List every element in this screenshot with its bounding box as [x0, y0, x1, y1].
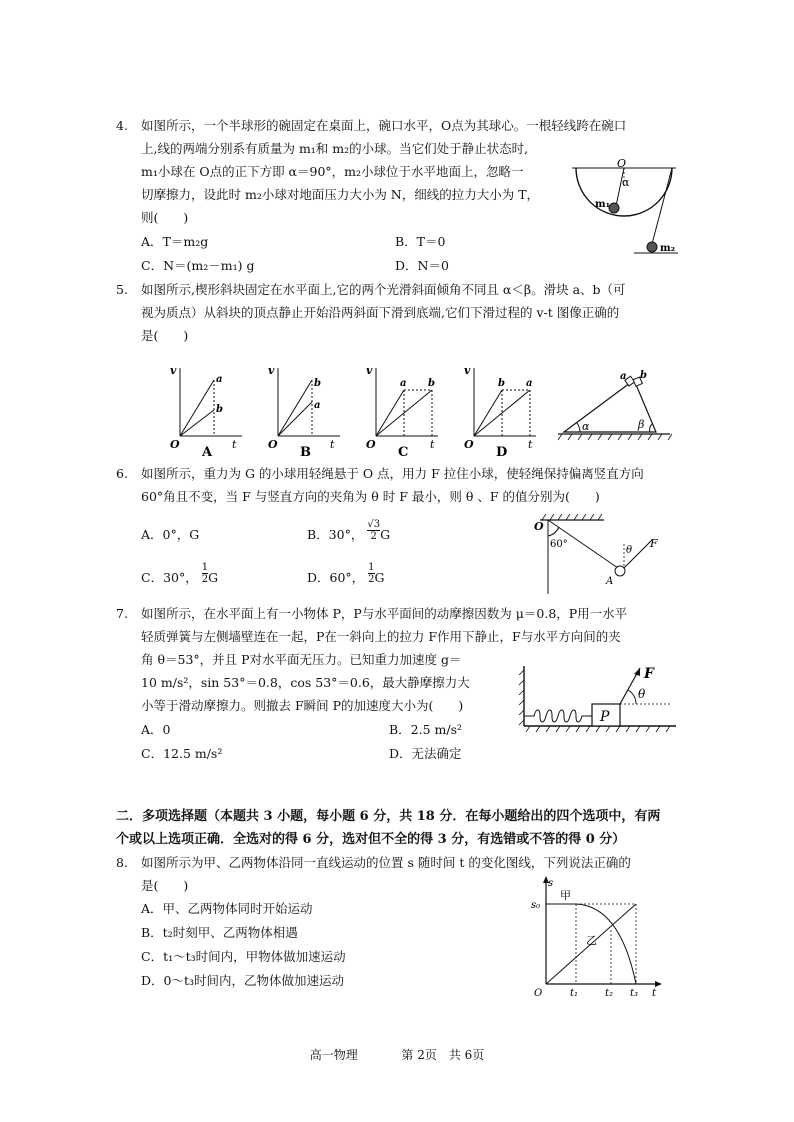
- axis-o: O: [268, 438, 278, 451]
- q6-line-1: 如图所示，重力为 G 的小球用轻绳悬于 O 点，用力 F 拉住小球，使轻绳保持偏离竖直方向: [141, 466, 644, 481]
- line-top: [278, 380, 312, 436]
- graph-label: B: [300, 445, 311, 458]
- ball: [615, 566, 625, 576]
- label-f: F: [650, 537, 658, 550]
- axis-v: v: [464, 364, 471, 377]
- axis-t: t: [430, 438, 435, 451]
- q7-line-4: 10 m/s²，sin 53°＝0.8，cos 53°＝0.6，最大静摩擦力大: [141, 675, 470, 690]
- t-arrow: [655, 981, 662, 987]
- q4-line-3: m₁小球在 O点的正下方即 α＝90°，m₂小球位于水平地面上，忽略一: [141, 164, 524, 179]
- q6-option-d-text: D．60°，: [307, 570, 365, 585]
- line-bottom: [180, 410, 214, 436]
- graph-label: D: [496, 445, 508, 458]
- label-a: a: [620, 371, 627, 382]
- frac-b-unit: G: [380, 527, 391, 542]
- q6-pendulum-figure: [528, 510, 664, 598]
- q4-line-5: 则( ): [141, 210, 189, 225]
- label-jia: 甲: [560, 889, 571, 902]
- section2-line-1: 二．多项选择题（本题共 3 小题，每小题 6 分，共 18 分．在每小题给出的四个选项中，有两: [116, 809, 661, 824]
- q7-line-3: 角 θ＝53°，并且 P对水平面无压力。已知重力加速度 g＝: [141, 652, 462, 667]
- q6-option-d: [307, 562, 385, 586]
- q5-graph-a: [166, 364, 246, 458]
- q8-option-c: C．t₁～t₃时间内，甲物体做加速运动: [141, 949, 346, 964]
- q5-graph-d: [460, 364, 540, 458]
- label-theta: θ: [626, 545, 633, 556]
- footer-page: 第 2页 共 6页: [401, 1048, 485, 1062]
- q8-number: 8.: [116, 855, 128, 870]
- q6-option-c: [141, 562, 219, 586]
- beta-arc: [650, 424, 652, 432]
- graph-label: A: [202, 445, 213, 458]
- q5-graph-b: [264, 364, 344, 458]
- label-m2: m₂: [660, 243, 675, 254]
- alpha-arc: [577, 423, 580, 432]
- q8-option-a: A．甲、乙两物体同时开始运动: [141, 901, 313, 916]
- q7-spring-figure: [516, 660, 678, 736]
- q7-option-a: A．0: [141, 722, 171, 737]
- label-o: O: [534, 988, 543, 999]
- axis-o: O: [170, 438, 180, 451]
- q4-bowl-figure: [568, 156, 680, 260]
- q5-line-1: 如图所示,楔形斜块固定在水平面上,它的两个光滑斜面倾角不同且 α＜β。滑块 a、b（可: [141, 282, 626, 297]
- axis-t: t: [232, 438, 237, 451]
- label-bottom: b: [216, 404, 223, 415]
- line-a: [376, 390, 404, 436]
- q6-option-a: A．0°，G: [141, 527, 200, 542]
- axis-v: v: [268, 364, 275, 377]
- label-f: F: [644, 666, 654, 682]
- label-o: O: [534, 520, 544, 533]
- graph-label: C: [398, 445, 409, 458]
- frac-d-unit: G: [374, 570, 385, 585]
- label-beta: β: [638, 418, 645, 431]
- label-b: b: [640, 370, 647, 381]
- line-b: [376, 390, 432, 436]
- ground-hatch: [558, 434, 672, 440]
- q4-option-b: B．T＝0: [395, 234, 446, 249]
- q4-line-1: 如图所示，一个半球形的碗固定在桌面上，碗口水平，O点为其球心。一根轻线跨在碗口: [141, 118, 627, 133]
- q6-option-b-text: B．30°，: [307, 527, 364, 542]
- label-alpha: α: [582, 420, 590, 433]
- q4-option-c: C．N＝(m₂－m₁) g: [141, 258, 255, 273]
- q7-line-1: 如图所示，在水平面上有一小物体 P，P与水平面间的动摩擦因数为 μ＝0.8，P用一水平: [141, 606, 628, 621]
- section2-line-2: 个或以上选项正确．全选对的得 6 分，选对但不全的得 3 分，有选错或不答的得 0 分）: [116, 832, 626, 847]
- q4-line-2: 上,线的两端分别系有质量为 m₁和 m₂的小球。当它们处于静止状态时,: [141, 141, 529, 156]
- q7-option-b: B．2.5 m/s²: [389, 722, 463, 737]
- floor-hatch: [526, 726, 670, 732]
- q8-line-1: 如图所示为甲、乙两物体沿同一直线运动的位置 s 随时间 t 的变化图线，下列说法正确的: [141, 855, 631, 870]
- q8-option-d: D．0～t₃时间内，乙物体做加速运动: [141, 973, 345, 988]
- label-t1: t₁: [570, 988, 579, 999]
- q5-line-3: 是( ): [141, 328, 189, 343]
- q5-graph-c: [362, 364, 442, 458]
- label-o: O: [617, 157, 627, 170]
- q6-option-b: [307, 519, 391, 543]
- label-s: s: [548, 878, 554, 889]
- axis-t: t: [330, 438, 335, 451]
- frac-b: [367, 519, 380, 542]
- frac-c-unit: G: [208, 570, 219, 585]
- q8-st-graph: [528, 874, 664, 1000]
- label-b: b: [428, 378, 435, 389]
- frac-d-den: 2: [368, 574, 375, 585]
- ceiling-hatch: [542, 514, 602, 520]
- theta-arc: [628, 690, 636, 704]
- label-theta: θ: [638, 687, 646, 701]
- axis-o: O: [366, 438, 376, 451]
- axis-t: t: [528, 438, 533, 451]
- axis-v: v: [170, 364, 177, 377]
- label-top: b: [314, 378, 321, 389]
- label-60: 60°: [550, 539, 568, 550]
- q8-option-b: B．t₂时刻甲、乙两物体相遇: [141, 925, 298, 940]
- q7-line-5: 小等于滑动摩擦力。则撤去 F瞬间 P的加速度大小为( ): [141, 698, 464, 713]
- ball-m1: [609, 203, 619, 213]
- q5-number: 5.: [116, 282, 128, 297]
- label-bottom: a: [314, 400, 321, 411]
- angle-arc: [548, 527, 559, 536]
- frac-b-num: √3: [367, 519, 381, 530]
- line-top: [180, 380, 214, 436]
- label-b: b: [498, 378, 505, 389]
- frac-c-num: 1: [201, 562, 209, 573]
- q6-line-2: 60°角且不变，当 F 与竖直方向的夹角为 θ 时 F 最小，则 θ 、F 的值分别为( ): [141, 489, 600, 504]
- q4-line-4: 切摩擦力，设此时 m₂小球对地面压力大小为 N，细线的拉力大小为 T，: [141, 187, 540, 202]
- page-footer: [0, 1046, 794, 1063]
- frac-b-den: 2: [370, 531, 377, 542]
- q8-line-2: 是( ): [141, 878, 189, 893]
- label-t2: t₂: [605, 988, 614, 999]
- axis-o: O: [464, 438, 474, 451]
- axis-v: v: [366, 364, 373, 377]
- footer-subject: 高一物理: [309, 1048, 358, 1062]
- string-right: [652, 168, 672, 244]
- label-top: a: [216, 374, 223, 385]
- label-s0: s₀: [531, 900, 541, 911]
- q6-number: 6.: [116, 466, 128, 481]
- frac-d-num: 1: [368, 562, 375, 573]
- q5-line-2: 视为质点）从斜块的顶点静止开始沿两斜面下滑到底端,它们下滑过程的 v-t 图像正确的: [141, 305, 620, 320]
- q7-line-2: 轻质弹簧与左侧墙壁连在一起，P在一斜向上的拉力 F作用下静止，F与水平方向间的夹: [141, 629, 621, 644]
- ball-m2: [647, 242, 657, 252]
- label-p: P: [600, 709, 610, 725]
- label-m1: m₁: [595, 199, 610, 210]
- q7-number: 7.: [116, 606, 128, 621]
- label-a: a: [526, 378, 533, 389]
- line-b: [474, 390, 502, 436]
- spring: [524, 710, 592, 722]
- q5-wedge-figure: [556, 368, 676, 442]
- label-a: a: [400, 378, 407, 389]
- q7-option-d: D．无法确定: [389, 746, 462, 761]
- label-t3: t₃: [630, 988, 639, 999]
- label-a: A: [606, 576, 614, 587]
- line-a: [474, 390, 530, 436]
- q4-option-a: A．T＝m₂g: [141, 234, 209, 249]
- label-alpha: α: [622, 176, 630, 189]
- force-arrowhead: [634, 668, 640, 676]
- label-t: t: [652, 988, 657, 999]
- q6-option-c-text: C．30°，: [141, 570, 198, 585]
- wall-hatch: [519, 670, 524, 725]
- q4-option-d: D．N＝0: [395, 258, 449, 273]
- frac-c-den: 2: [201, 574, 209, 585]
- q4-number: 4.: [116, 118, 128, 133]
- label-yi: 乙: [586, 934, 597, 947]
- q7-option-c: C．12.5 m/s²: [141, 746, 223, 761]
